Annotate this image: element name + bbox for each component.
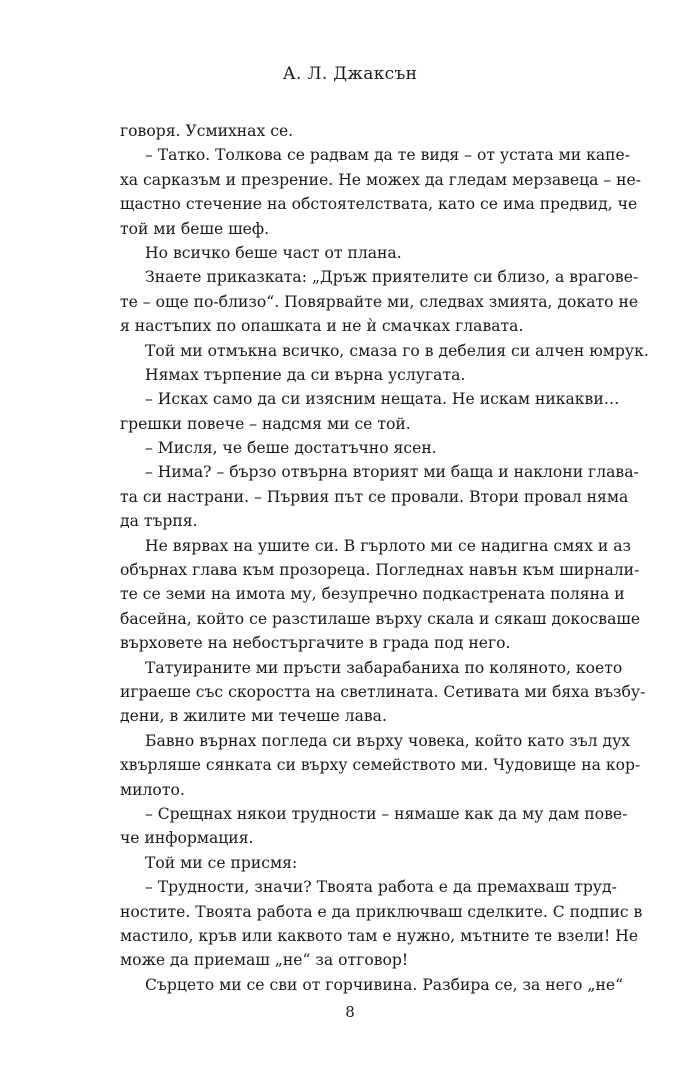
text-line: – Срещнах някои трудности – нямаше как да му дам пове- bbox=[145, 804, 628, 823]
text-line: Нямах търпение да си върна услугата. bbox=[145, 365, 466, 384]
text-line: Сърцето ми се сви от горчивина. Разбира се, за него „не“ bbox=[145, 975, 624, 994]
text-line: милото. bbox=[120, 780, 185, 799]
text-line: грешки повече – надсмя ми се той. bbox=[120, 414, 411, 433]
text-line: Той ми се присмя: bbox=[145, 853, 298, 872]
text-line: Знаете приказката: „Дръж приятелите си близо, а врагове- bbox=[145, 268, 639, 287]
text-line: че информация. bbox=[120, 829, 254, 848]
text-line: може да приемаш „не“ за отговор! bbox=[120, 951, 409, 970]
text-line: хвърляше сянката си върху семейството ми. Чудовище на кор- bbox=[120, 756, 641, 775]
text-line: обърнах глава към прозореца. Погледнах навън към ширнали- bbox=[120, 561, 640, 580]
text-line: басейна, който се разстилаше върху скала и сякаш докосваше bbox=[120, 609, 641, 628]
text-line: играеше със скоростта на светлината. Сетивата ми бяха възбу- bbox=[120, 682, 646, 701]
text-line: – Мисля, че беше достатъчно ясен. bbox=[145, 439, 437, 458]
text-line: върховете на небостъргачите в града под него. bbox=[120, 634, 511, 653]
text-line: – Татко. Толкова се радвам да те видя – от устата ми капе- bbox=[145, 146, 631, 165]
text-line: Той ми отмъкна всичко, смаза го в дебелия си алчен юмрук. bbox=[145, 341, 649, 360]
text-line: – Трудности, значи? Твоята работа е да премахваш труд- bbox=[145, 878, 617, 897]
text-line: ха сарказъм и презрение. Не можех да гледам мерзавеца – не- bbox=[120, 170, 642, 189]
text-line: Бавно върнах погледа си върху човека, който като зъл дух bbox=[145, 731, 631, 750]
text-line: да търпя. bbox=[120, 512, 198, 531]
body-text bbox=[120, 119, 649, 997]
running-head-author: А. Л. Джаксън bbox=[282, 64, 418, 84]
text-line: ностите. Твоята работа е да приключваш сделките. С подпис в bbox=[120, 902, 643, 921]
text-line: те се земи на имота му, безупречно подкастрената поляна и bbox=[120, 585, 625, 604]
text-line: – Исках само да си изясним нещата. Не искам никакви… bbox=[145, 390, 620, 409]
text-line: я настъпих по опашката и не ѝ смачках главата. bbox=[120, 317, 524, 336]
text-line: той ми беше шеф. bbox=[120, 219, 270, 238]
text-line: щастно стечение на обстоятелствата, като се има предвид, че bbox=[120, 195, 638, 214]
text-line: Татуираните ми пръсти забарабаниха по коляното, което bbox=[145, 658, 623, 677]
text-line: мастило, кръв или каквото там е нужно, мътните те взели! Не bbox=[120, 926, 639, 945]
text-line: те – още по-близо“. Повярвайте ми, следвах змията, докато не bbox=[120, 292, 639, 311]
text-line: – Нима? – бързо отвърна вторият ми баща и наклони глава- bbox=[145, 463, 639, 482]
text-line: дени, в жилите ми течеше лава. bbox=[120, 707, 387, 726]
page-number: 8 bbox=[345, 1003, 355, 1021]
text-line: Не вярвах на ушите си. В гърлото ми се надигна смях и аз bbox=[145, 536, 632, 555]
text-line: говоря. Усмихнах се. bbox=[120, 122, 294, 140]
text-line: Но всичко беше част от плана. bbox=[145, 243, 402, 262]
text-line: та си настрани. – Първия път се провали. Втори провал няма bbox=[120, 487, 629, 506]
